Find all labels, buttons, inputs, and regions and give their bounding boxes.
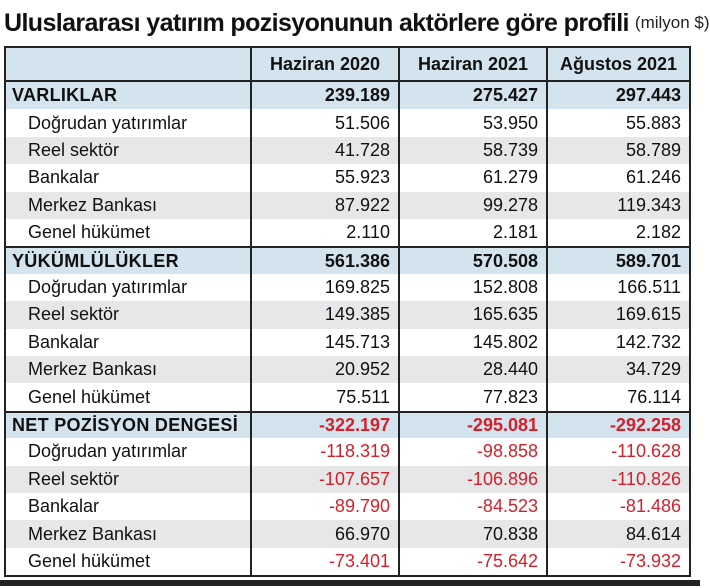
table-row [6,466,689,493]
value-cell: 589.701 [546,248,689,273]
row-label: Doğrudan yatırımlar [28,276,188,297]
value-cell: 166.511 [546,274,689,301]
table-row [6,438,689,465]
column-header: Haziran 2020 [250,48,398,82]
unit-label: (milyon $) [634,13,710,32]
title-bar [0,0,710,46]
page-title: Uluslararası yatırım pozisyonunun aktörlere göre profili [4,8,629,37]
table-row [6,329,689,356]
value-cell: 34.729 [546,356,689,383]
table-row [6,274,689,301]
table-row [6,548,689,575]
value-cell: -84.523 [398,493,546,520]
row-label: Merkez Bankası [28,194,158,215]
value-cell: 297.443 [546,82,689,109]
row-label: Bankalar [28,331,100,352]
value-cell: 145.713 [250,329,398,356]
table-row [6,493,689,520]
value-cell: 165.635 [398,301,546,328]
column-header: Haziran 2021 [398,48,546,82]
value-cell: 20.952 [250,356,398,383]
value-cell: 53.950 [398,109,546,136]
value-cell: 570.508 [398,248,546,273]
value-cell: 41.728 [250,137,398,164]
value-cell: 84.614 [546,520,689,547]
value-cell: 152.808 [398,274,546,301]
table-row [6,356,689,383]
value-cell: 145.802 [398,329,546,356]
value-cell: -89.790 [250,493,398,520]
value-cell: -73.401 [250,548,398,575]
row-label: Doğrudan yatırımlar [28,112,188,133]
value-cell: 58.789 [546,137,689,164]
row-label: Bankalar [28,496,100,517]
row-label: Reel sektör [28,139,120,160]
table-row [6,219,689,246]
row-label: Merkez Bankası [28,523,158,544]
value-cell: -73.932 [546,548,689,575]
value-cell: -106.896 [398,466,546,493]
value-cell: 169.615 [546,301,689,328]
section-label: VARLIKLAR [12,85,118,106]
value-cell: 76.114 [546,383,689,410]
table-row [6,192,689,219]
table-row [6,164,689,191]
value-cell: 2.110 [250,219,398,246]
value-cell: -118.319 [250,438,398,465]
value-cell: 70.838 [398,520,546,547]
value-cell: 77.823 [398,383,546,410]
row-label: Genel hükümet [28,386,151,407]
table-row [6,520,689,547]
section-label: YÜKÜMLÜLÜKLER [12,250,179,271]
value-cell: 2.181 [398,219,546,246]
value-cell: 149.385 [250,301,398,328]
row-label: Bankalar [28,167,100,188]
row-label: Reel sektör [28,304,120,325]
value-cell: 561.386 [250,248,398,273]
section-row [6,246,689,273]
value-cell: 119.343 [546,192,689,219]
value-cell: -292.258 [546,413,689,438]
table-row [6,383,689,410]
value-cell: 28.440 [398,356,546,383]
column-header: Ağustos 2021 [546,48,689,82]
value-cell: 55.883 [546,109,689,136]
value-cell: -110.628 [546,438,689,465]
value-cell: 61.246 [546,164,689,191]
value-cell: 55.923 [250,164,398,191]
value-cell: 275.427 [398,82,546,109]
value-cell: 75.511 [250,383,398,410]
value-cell: -98.858 [398,438,546,465]
header-empty-cell [6,48,250,82]
table-row [6,301,689,328]
value-cell: 2.182 [546,219,689,246]
row-label: Merkez Bankası [28,359,158,380]
table-row [6,109,689,136]
value-cell: -322.197 [250,413,398,438]
section-row [6,82,689,109]
section-label: NET POZİSYON DENGESİ [12,414,239,435]
section-row [6,411,689,438]
value-cell: 142.732 [546,329,689,356]
value-cell: -107.657 [250,466,398,493]
row-label: Genel hükümet [28,222,151,243]
value-cell: 87.922 [250,192,398,219]
data-table [4,46,691,577]
value-cell: 51.506 [250,109,398,136]
value-cell: 66.970 [250,520,398,547]
row-label: Reel sektör [28,468,120,489]
value-cell: 169.825 [250,274,398,301]
value-cell: -295.081 [398,413,546,438]
row-label: Doğrudan yatırımlar [28,441,188,462]
value-cell: 58.739 [398,137,546,164]
value-cell: -110.826 [546,466,689,493]
value-cell: 61.279 [398,164,546,191]
value-cell: -81.486 [546,493,689,520]
value-cell: 99.278 [398,192,546,219]
bottom-rule [0,580,700,586]
value-cell: 239.189 [250,82,398,109]
table-row [6,137,689,164]
table-header [6,48,689,82]
value-cell: -75.642 [398,548,546,575]
row-label: Genel hükümet [28,550,151,571]
